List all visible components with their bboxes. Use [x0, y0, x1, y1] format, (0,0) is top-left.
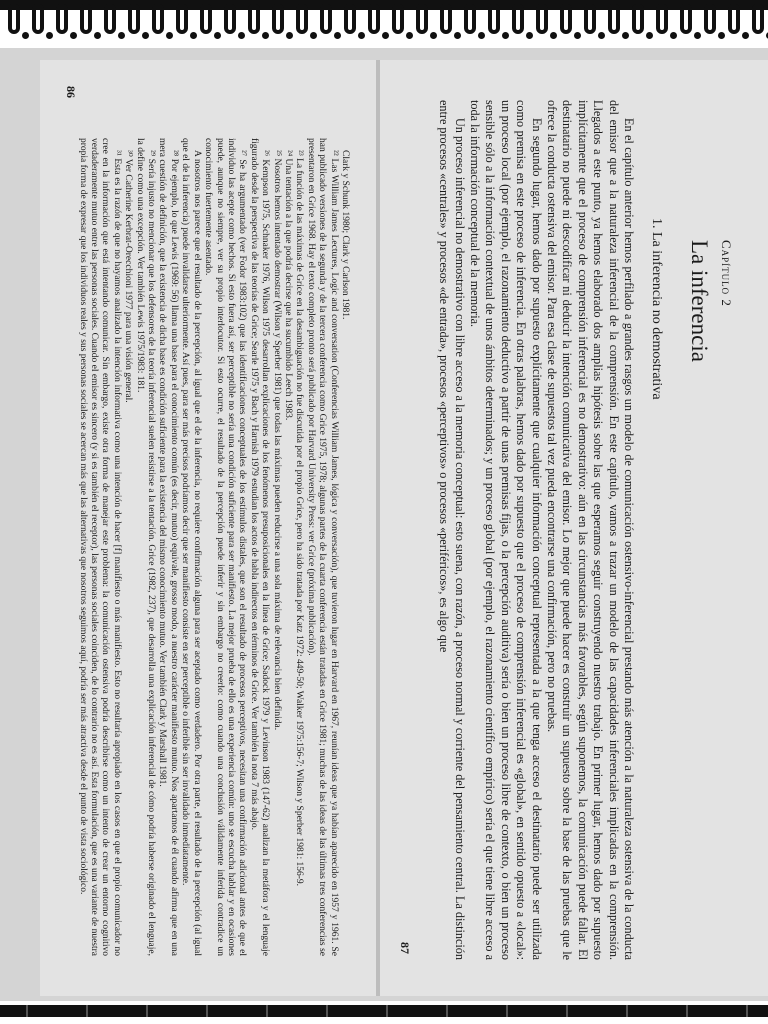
- binding-coil: [392, 4, 404, 34]
- binding-coil: [512, 4, 524, 34]
- left-page-number: 86: [64, 86, 78, 98]
- endnote: ²⁹ Sería injusto no mencionar que los defensores de la teoría inferencial suelen resistirse a la tentación. Grice (1982, 237), que desarrolla una explicación inferencial de cómo podría haberse originado el lenguaje, la define como una excepción. Ver también Lewis 1975/1983: 181.: [134, 138, 157, 956]
- binding-hole: [718, 32, 725, 39]
- binding-coil: [104, 4, 116, 34]
- left-page: [40, 60, 376, 996]
- endnote: ²³ La función de las máximas de Grice en la desambiguación no fue discutida por el propio Grice, pero ha sido tratada por Katz 1972: 449-50; Walker 1975:156-7; Wilson y Sperber 1981: 156-9.: [294, 150, 305, 887]
- binding-hole: [646, 32, 653, 39]
- binding-coil: [368, 4, 380, 34]
- binding-coil: [80, 4, 92, 34]
- binding-hole: [94, 32, 101, 39]
- binding-coil: [200, 4, 212, 34]
- scan-bottom-edge: [0, 1001, 768, 1024]
- body-paragraph: En segundo lugar, hemos dado por supuesto explícitamente que cualquier información conceptual representada a la que tenga acceso el destinatario puede ser utilizada como premisa en este proceso de inferencia. En otras palabras, hemos dado por supuesto que el proceso de comprensión inferencial es «global», en sentido opuesto a «local»: un proceso local (por ejemplo, el razonamiento deductivo a partir de unas premisas fijas, o la percepción auditiva) sería o bien un proceso libre de contexto, o bien un proceso sensible sólo a la información contextual de unos ámbitos determinados; y un proceso global (por ejemplo, el razonamiento científico empírico) sería el que tiene libre acceso a toda la información conceptual de la memoria.: [467, 100, 544, 960]
- endnote: ²⁴ Una tentación a la que podría decirse que ha sucumbido Leech 1983.: [282, 150, 293, 421]
- binding-hole: [334, 32, 341, 39]
- endnotes: [76, 138, 350, 956]
- binding-hole: [454, 32, 461, 39]
- endnote: ²⁶ Kempson 1975, Schnaker 1976, Wilson 1975 desarrollan explicaciones de los fenómenos presuposicionales en la línea de Grice; Sadock 1979 y Levinson 1983 (147-62) analizan la metáfora y el lenguaje figurado desde la perspectiva de las teorías de Grice; Searle 1975 y Bach y Harnish 1979 estudian los actos de habla indirectos en términos de Grice. Ver también la nota 7 más abajo.: [248, 138, 271, 956]
- binding-hole: [46, 32, 53, 39]
- section-title: 1. La inferencia no demostrativa: [649, 218, 664, 400]
- binding-hole: [358, 32, 365, 39]
- bottom-binding-bar: [0, 1005, 768, 1017]
- binding-hole: [574, 32, 581, 39]
- binding-coil: [272, 4, 284, 34]
- binding-hole: [190, 32, 197, 39]
- binding-coil: [152, 4, 164, 34]
- binding-hole: [286, 32, 293, 39]
- binding-hole: [166, 32, 173, 39]
- endnote: ²² Las William James Lectures, Logic and conversation (Conferencias William James, lógica y conversación), que tuvieron lugar en Harvard en 1967, reunían ideas que ya habían aparecido en 1957 y 1961. Se han publicado versiones de la segunda y de la tercera conferencia como Grice 1975, 1978; algunas partes de la cuarta conferencia están tratadas en Grice 1981; muchas de las ideas de las últimas tres conferencias se presentaron en Grice 1968. Hay el texto completo pronto será publicado por Harvard University Press: ver Grice (próxima publicación).: [305, 138, 339, 956]
- binding-hole: [238, 32, 245, 39]
- binding-coil: [584, 4, 596, 34]
- binding-coil: [704, 4, 716, 34]
- endnote: Clark y Schunk 1980; Clark y Carlson 1981.: [340, 150, 350, 320]
- binding-hole: [430, 32, 437, 39]
- binding-coil: [440, 4, 452, 34]
- binding-hole: [550, 32, 557, 39]
- binding-coil: [416, 4, 428, 34]
- binding-coil: [8, 4, 20, 34]
- body-paragraph: Un proceso inferencial no demostrativo con libre acceso a la memoria conceptual: esto suena, con razón, a proceso normal y corriente del pensamiento central. La distinción entre procesos «centrales» y procesos «de entrada», procesos «perceptivos» o procesos «periféricos», es algo que: [437, 100, 467, 960]
- binding-coil: [320, 4, 332, 34]
- binding-hole: [742, 32, 749, 39]
- binding-coil: [608, 4, 620, 34]
- body-paragraph: En el capítulo anterior hemos perfilado a grandes rasgos un modelo de comunicación ostensivo-inferencial prestando más atención a la naturaleza ostensiva de la conducta del emisor que a la naturaleza inferencial de la comprensión. En este capítulo, vamos a trazar un modelo de las capacidades inferenciales implicadas en la comprensión. Llegados a este punto, ya hemos elaborado dos amplias hipótesis sobre las que esperamos seguir construyendo nuestro trabajo. En primer lugar, hemos dado por supuesto implícitamente que el proceso de comprensión inferencial es no demostrativo: aún en las circunstancias más favorables, según suponemos, la comunicación puede fallar. El destinatario no puede ni descodificar ni deducir la intención comunicativa del emisor. Lo mejor que puede hacer es construir un supuesto sobre la base de las pruebas que le ofrece la conducta ostensiva del emisor. Para esa clase de supuestos tal vez pueda encontrarse una confirmación, pero no pruebas.: [544, 100, 636, 960]
- right-page: [380, 60, 768, 996]
- chapter-title: La inferencia: [687, 240, 712, 362]
- binding-coil: [632, 4, 644, 34]
- binding-hole: [382, 32, 389, 39]
- binding-hole: [118, 32, 125, 39]
- endnote: ²⁷ Se ha argumentado (ver Fodor 1983:102) que las identificaciones conceptuales de los estímulos distales, que son el resultado de procesos perceptivos, necesitan una confirmación adicional antes de que el individuo las acepte como hechos. Si esto fuera así, ser perceptible no sería una condición suficiente para ser manifiesto. La mejor prueba de ello es una experiencia común: uno se escucha hablar y en ocasiones puede, aunque no siempre, ver su propio interlocutor. Si esto ocurre, el resultado de la percepción puede inferir y sin embargo no creerlo: como cuando una conclusión válidamente inferida contradice un conocimiento fuertemente asentado.: [203, 138, 248, 956]
- right-page-number: 87: [398, 942, 412, 954]
- binding-coil: [128, 4, 140, 34]
- binding-coil: [296, 4, 308, 34]
- binding-hole: [526, 32, 533, 39]
- binding-coil: [728, 4, 740, 34]
- binding-hole: [310, 32, 317, 39]
- binding-hole: [70, 32, 77, 39]
- binding-coil: [464, 4, 476, 34]
- binding-coil: [344, 4, 356, 34]
- binding-hole: [406, 32, 413, 39]
- binding-coil: [224, 4, 236, 34]
- binding-hole: [22, 32, 29, 39]
- binding-coil: [560, 4, 572, 34]
- chapter-body: [436, 100, 636, 960]
- binding-coil: [56, 4, 68, 34]
- endnote: ²⁸ Por ejemplo, lo que Lewis (1969: 56) llama una base para el conocimiento común (es decir, mutuo) equivale, grosso modo, a nuestro carácter manifiesto mutuo. Nos apartamos de él cuando afirma que en una mera cuestión de definición, que la existencia de dicha base es condición suficiente para la existencia del mismo conocimiento mutuo. Ver también Clark y Marshall 1981.: [157, 138, 179, 956]
- binding-hole: [214, 32, 221, 39]
- binding-hole: [622, 32, 629, 39]
- binding-coil: [176, 4, 188, 34]
- binding-hole: [598, 32, 605, 39]
- binding-hole: [502, 32, 509, 39]
- binding-hole: [142, 32, 149, 39]
- binding-coil: [488, 4, 500, 34]
- chapter-label: Capítulo 2: [719, 240, 734, 307]
- binding-hole: [478, 32, 485, 39]
- endnote: ³¹ Esta es la razón de que no hayamos analizado la intención informativa como una intención de hacer [f] manifiesto o más manifiesto. Esto no resultaría apropiado en los casos en que el propio comunicador no cree en la información que está intentando comunicar. Sin embargo, existe otra forma de manejar este problema: la comunicación ostensiva podría describirse como un intento de crear un entorno cognitivo verdaderamente mutuo entre las personas sociales. Cuando el emisor es sincero (y si es también el receptor), las personas sociales coinciden, de lo contrario no es así. Esta formulación, que es una variante de nuestra propia forma de expresar que los individuos reales y sus personas sociales se acercan más que las alternativas que nosotros seguimos aquí, podría ser más atractiva desde el punto de vista sociológico.: [77, 138, 122, 956]
- binding-coil: [752, 4, 764, 34]
- binding-coil: [248, 4, 260, 34]
- binding-hole: [694, 32, 701, 39]
- binding-hole: [262, 32, 269, 39]
- endnote: ³⁰ Ver Catherine Kerbrat-Orecchioni 1977 para una visión general.: [123, 150, 134, 403]
- endnote: ²⁵ Nosotros hemos intentado demostrar (Wilson y Sperber 1981) que todas las máximas pueden reducirse a una sola máxima de relevancia bien definida.: [271, 150, 282, 731]
- binding-coil: [32, 4, 44, 34]
- endnote: A nosotros nos parece que el resultado de la percepción, al igual que el de la inferencia, no requiere confirmación alguna para ser aceptado como verdadero. Por otra parte, el resultado de la percepción (al igual que el de la inferencia) puede invalidarse ulteriormente. Así pues, para ser más precisos podríamos decir que ser manifiesto consiste en ser perceptible o inferible sin ser invalidado inmediatamente.: [180, 138, 202, 956]
- binding-coil: [656, 4, 668, 34]
- binding-hole: [670, 32, 677, 39]
- spiral-binding: [0, 0, 768, 48]
- binding-coil: [680, 4, 692, 34]
- binding-coil: [536, 4, 548, 34]
